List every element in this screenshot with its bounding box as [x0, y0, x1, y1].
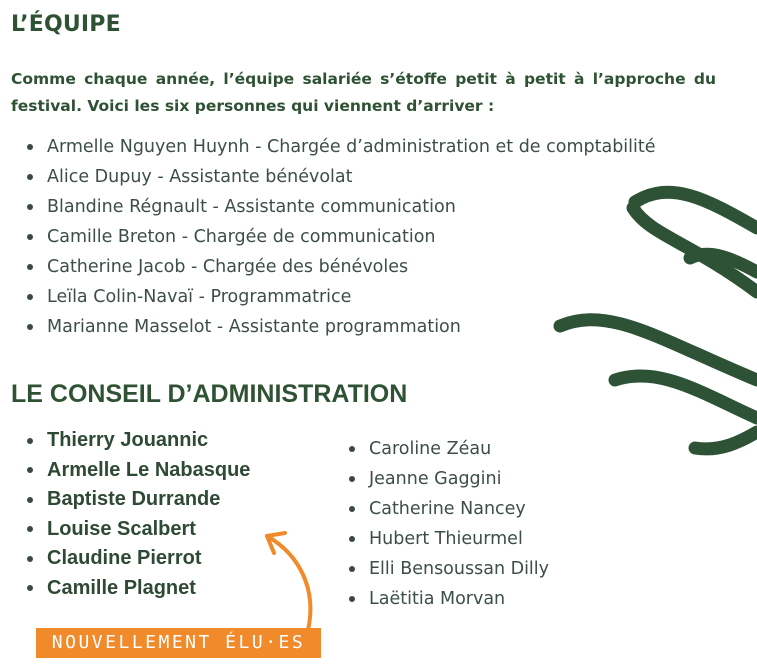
- list-item: Claudine Pierrot: [47, 544, 250, 574]
- list-item: Marianne Masselot - Assistante programmation: [47, 312, 656, 342]
- section-title-equipe: L’ÉQUIPE: [11, 12, 121, 37]
- list-item: Elli Bensoussan Dilly: [369, 554, 549, 584]
- curved-arrow-icon: [255, 520, 325, 635]
- new-members-badge: NOUVELLEMENT ÉLU·ES: [36, 628, 321, 658]
- list-item: Baptiste Durrande: [47, 485, 250, 515]
- list-item: Armelle Nguyen Huynh - Chargée d’administration et de comptabilité: [47, 132, 656, 162]
- list-item: Alice Dupuy - Assistante bénévolat: [47, 162, 656, 192]
- list-item: Louise Scalbert: [47, 515, 250, 545]
- list-item: Leïla Colin-Navaï - Programmatrice: [47, 282, 656, 312]
- new-board-members-list: [47, 426, 250, 603]
- list-item: Jeanne Gaggini: [369, 464, 549, 494]
- list-item: Caroline Zéau: [369, 434, 549, 464]
- equipe-intro: Comme chaque année, l’équipe salariée s’étoffe petit à petit à l’approche du festival. Voici les six personnes qui viennent d’arriver :: [11, 70, 716, 115]
- list-item: Hubert Thieurmel: [369, 524, 549, 554]
- section-title-conseil: LE CONSEIL D’ADMINISTRATION: [11, 380, 408, 408]
- list-item: Armelle Le Nabasque: [47, 456, 250, 486]
- board-members-list: [369, 434, 549, 614]
- list-item: Camille Plagnet: [47, 574, 250, 604]
- list-item: Catherine Nancey: [369, 494, 549, 524]
- list-item: Thierry Jouannic: [47, 426, 250, 456]
- list-item: Blandine Régnault - Assistante communication: [47, 192, 656, 222]
- list-item: Camille Breton - Chargée de communication: [47, 222, 656, 252]
- wavy-lines-icon: [540, 180, 757, 460]
- list-item: Catherine Jacob - Chargée des bénévoles: [47, 252, 656, 282]
- list-item: Laëtitia Morvan: [369, 584, 549, 614]
